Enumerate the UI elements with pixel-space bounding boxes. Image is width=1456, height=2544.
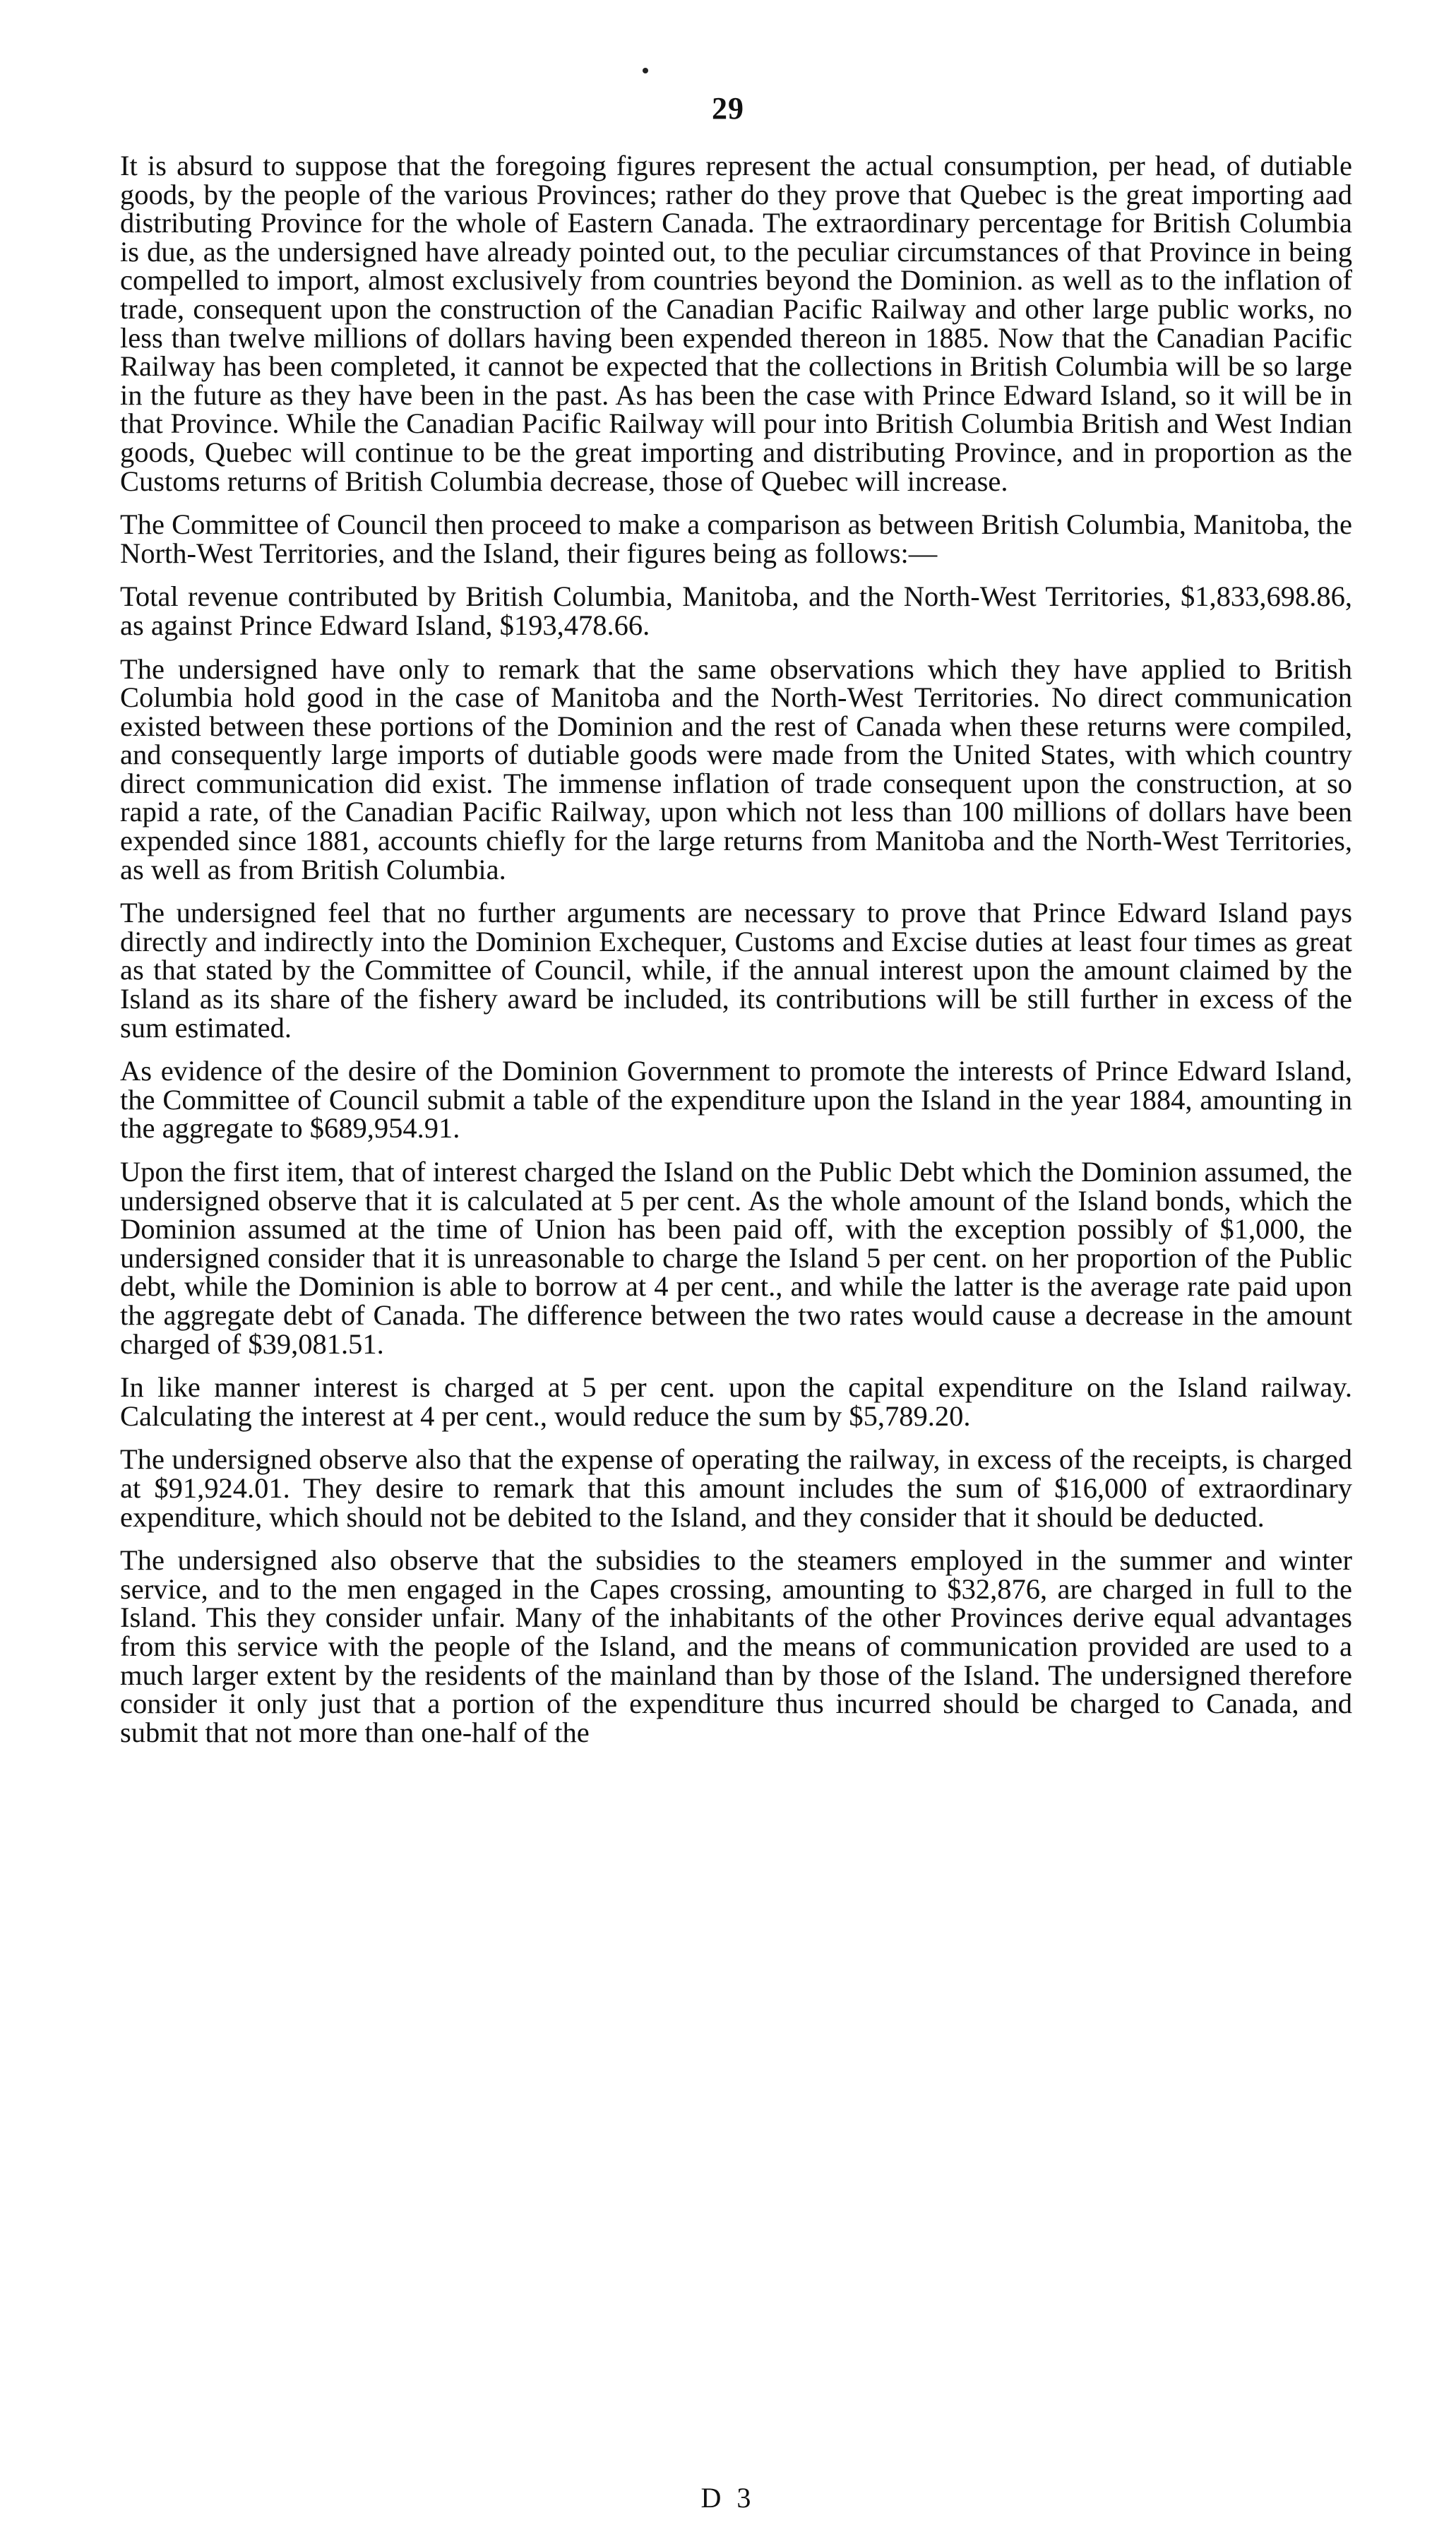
- printer-mark: [643, 68, 648, 73]
- paragraph: In like manner interest is charged at 5 per cent. upon the capital expenditure on the Island railway. Calculating the interest at 4 per cent., would reduce the sum by $5,789.20.: [120, 1371, 1352, 1432]
- paragraph: The Committee of Council then proceed to make a comparison as between British Columbia, Manitoba, the North-West Territories, and the Island, their figures being as follows:—: [120, 508, 1352, 569]
- paragraph: The undersigned feel that no further arguments are necessary to prove that Prince Edward Island pays directly and indirectly into the Dominion Exchequer, Customs and Excise duties at least four times as great as that stated by the Committee of Council, while, if the annual interest upon the amount claimed by the Island as its share of the fishery award be included, its contributions will be still further in excess of the sum estimated.: [120, 897, 1352, 1044]
- body-text: [120, 152, 1352, 1762]
- paragraph: The undersigned have only to remark that the same observations which they have applied to British Columbia hold good in the case of Manitoba and the North-West Territories. No direct communication existed between these portions of the Dominion and the rest of Canada when these returns were compiled, and consequently large imports of dutiable goods were made from the United States, with which country direct communication did exist. The immense inflation of trade consequent upon the construction, at so rapid a rate, of the Canadian Pacific Railway, upon which not less than 100 millions of dollars have been expended since 1881, accounts chiefly for the large returns from Manitoba and the North-West Territories, as well as from British Columbia.: [120, 652, 1352, 885]
- paragraph: The undersigned observe also that the expense of operating the railway, in excess of the receipts, is charged at $91,924.01. They desire to remark that this amount includes the sum of $16,000 of extraordinary expenditure, which should not be debited to the Island, and they consider that it should be deducted.: [120, 1443, 1352, 1533]
- page-number: 29: [712, 91, 744, 126]
- paragraph: It is absurd to suppose that the foregoing figures represent the actual consumption, per head, of dutiable goods, by the people of the various Provinces; rather do they prove that Quebec is the great importing aad distributing Province for the whole of Eastern Canada. The extraordinary percentage for British Columbia is due, as the undersigned have already pointed out, to the peculiar circumstances of that Province in being compelled to import, almost exclusively from countries beyond the Dominion. as well as to the inflation of trade, consequent upon the construction of the Canadian Pacific Railway and other large public works, no less than twelve millions of dollars having been expended thereon in 1885. Now that the Canadian Pacific Railway has been completed, it cannot be expected that the collections in British Columbia will be so large in the future as they have been in the past. As has been the case with Prince Edward Island, so it will be in that Province. While the Canadian Pacific Railway will pour into British Columbia British and West Indian goods, Quebec will continue to be the great importing and distributing Province, and in proportion as the Customs returns of British Columbia decrease, those of Quebec will increase.: [120, 150, 1352, 497]
- paragraph: As evidence of the desire of the Dominion Government to promote the interests of Prince Edward Island, the Committee of Council submit a table of the expenditure upon the Island in the year 1884, amounting in the aggregate to $689,954.91.: [120, 1055, 1352, 1145]
- paragraph: The undersigned also observe that the subsidies to the steamers employed in the summer and winter service, and to the men engaged in the Capes crossing, amounting to $32,876, are charged in full to the Island. This they consider unfair. Many of the inhabitants of the other Provinces derive equal advantages from this service with the people of the Island, and the means of communication provided are used to a much larger extent by the residents of the mainland than by those of the Island. The undersigned therefore consider it only just that a portion of the expenditure thus incurred should be charged to Canada, and submit that not more than one-half of the: [120, 1544, 1352, 1748]
- signature-mark: D 3: [700, 2482, 756, 2514]
- paragraph: Upon the first item, that of interest charged the Island on the Public Debt which the Dominion assumed, the undersigned observe that it is calculated at 5 per cent. As the whole amount of the Island bonds, which the Dominion assumed at the time of Union has been paid off, with the exception possibly of $1,000, the undersigned consider that it is unreasonable to charge the Island 5 per cent. on her proportion of the Public debt, while the Dominion is able to borrow at 4 per cent., and while the latter is the average rate paid upon the aggregate debt of Canada. The difference between the two rates would cause a decrease in the amount charged of $39,081.51.: [120, 1156, 1352, 1360]
- paragraph: Total revenue contributed by British Columbia, Manitoba, and the North-West Territories, $1,833,698.86, as against Prince Edward Island, $193,478.66.: [120, 580, 1352, 641]
